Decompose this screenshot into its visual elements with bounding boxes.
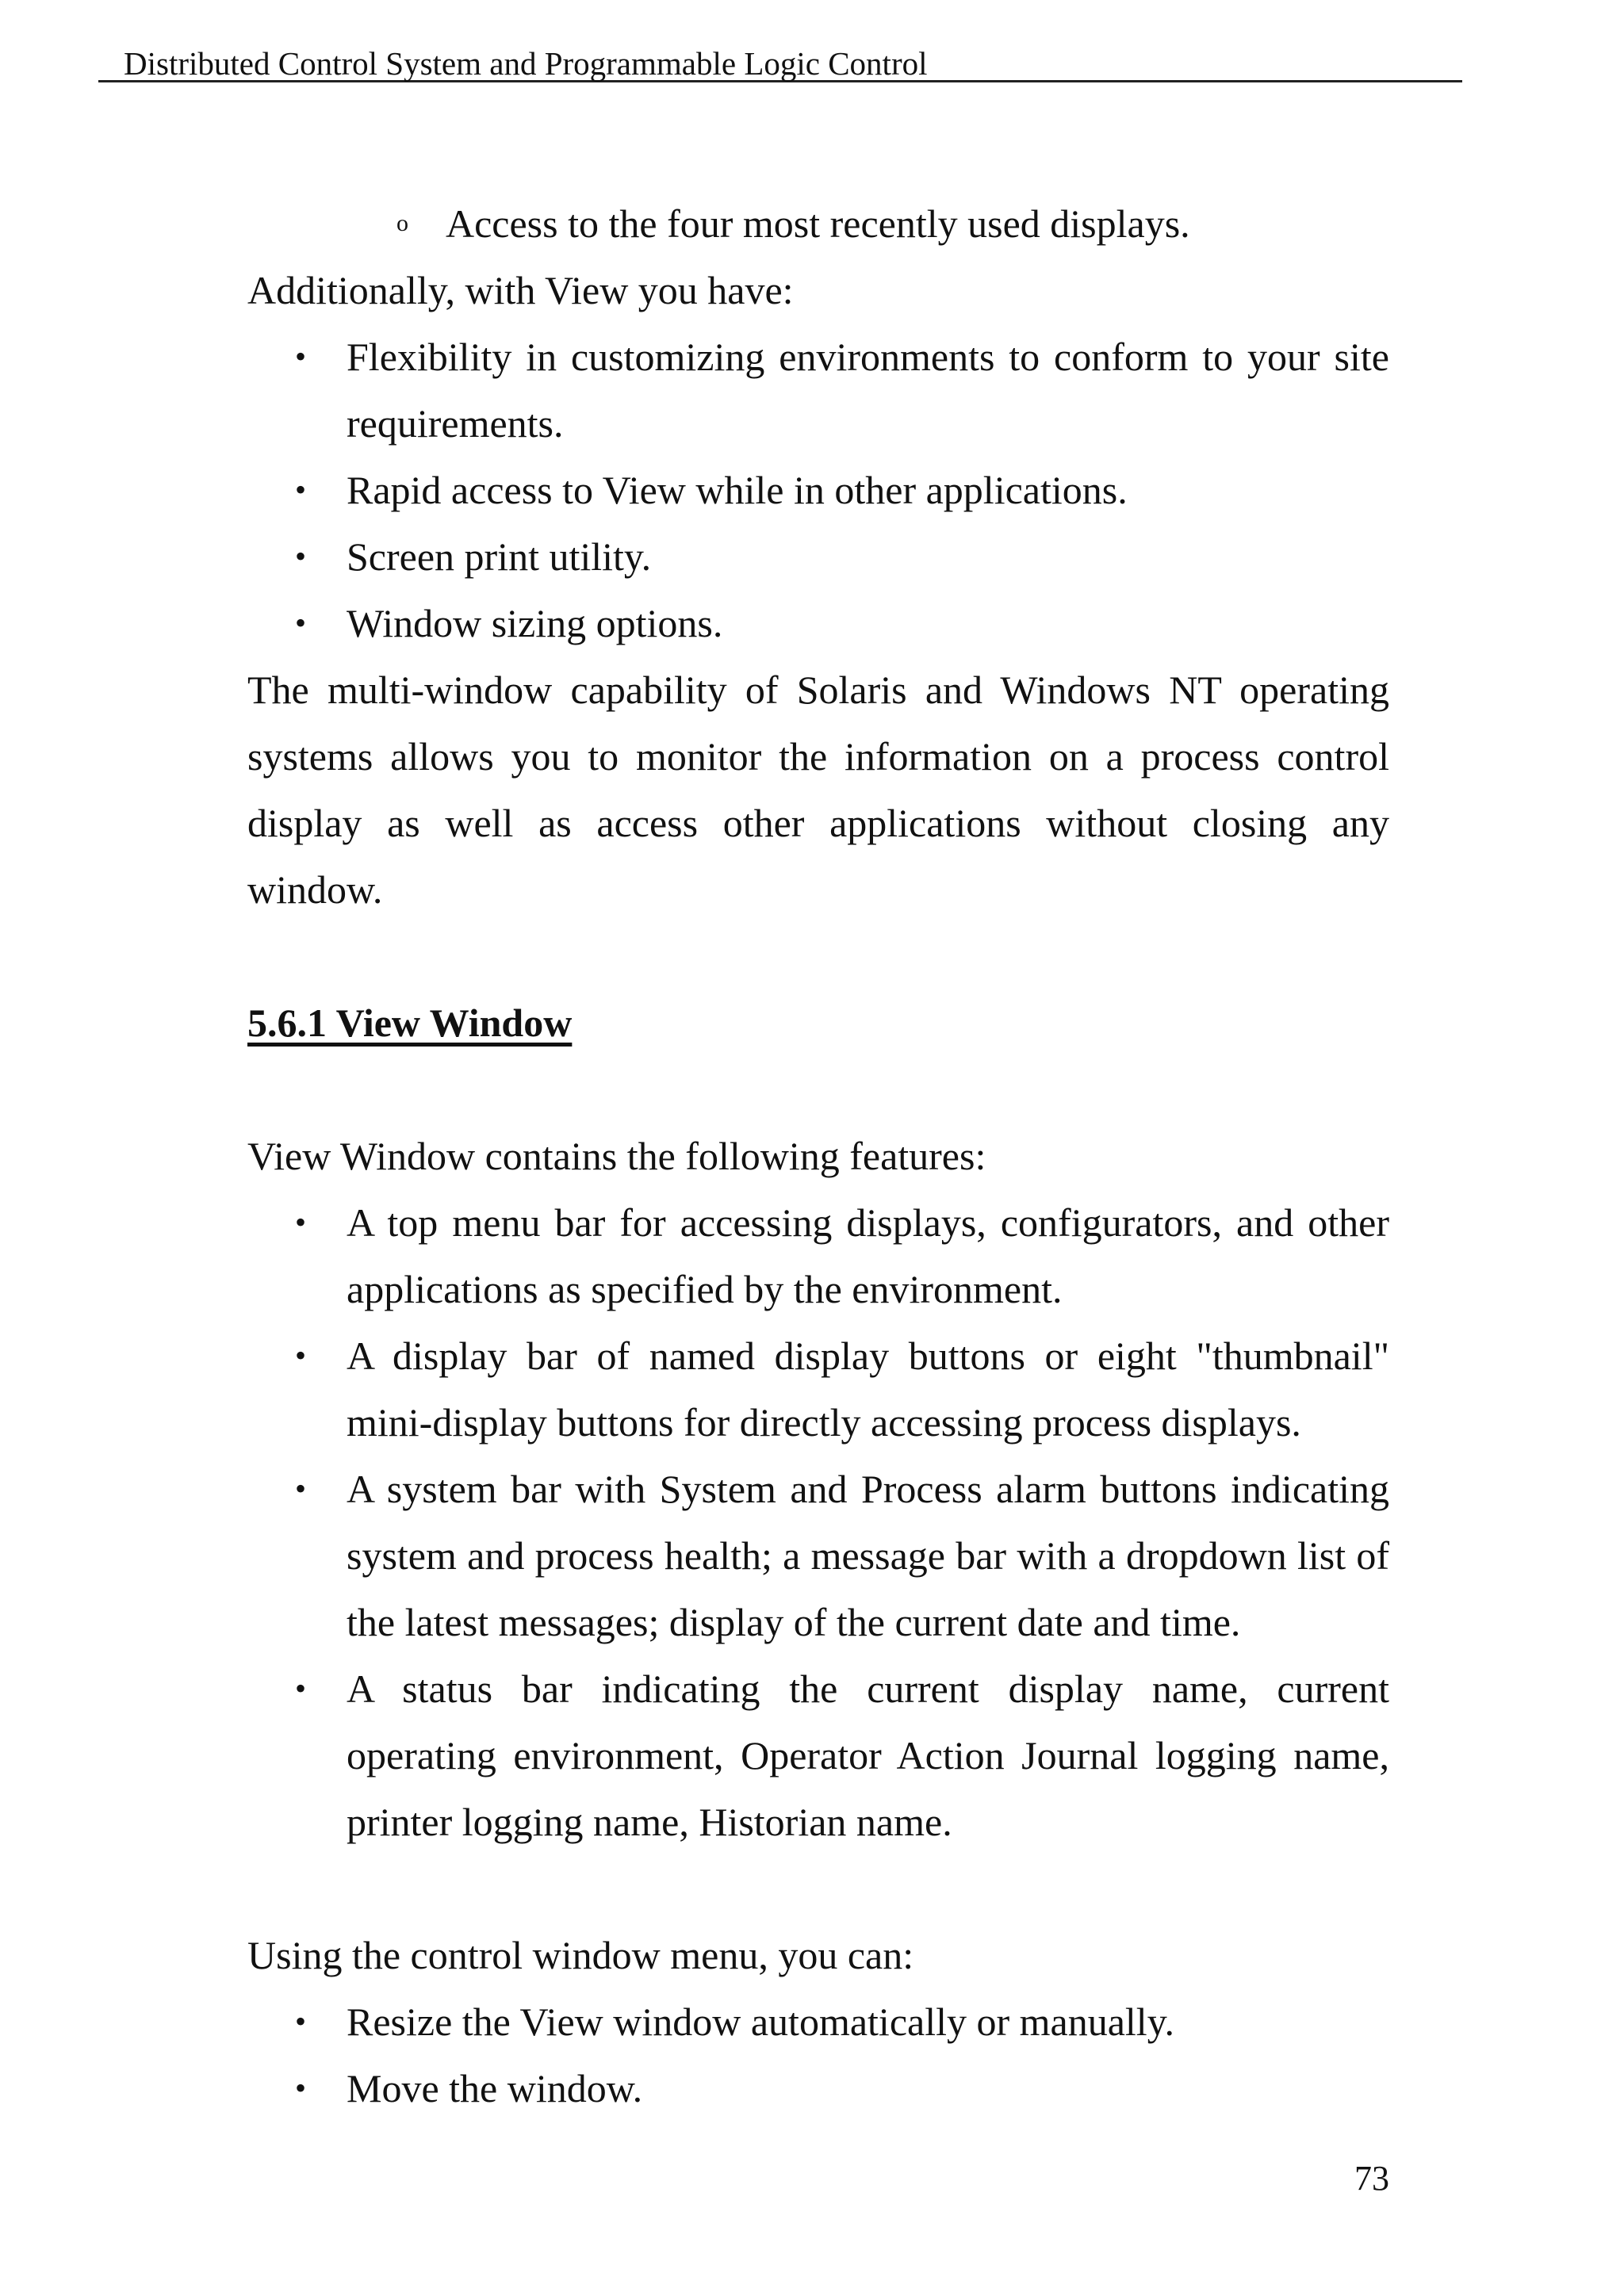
running-header bbox=[98, 44, 1462, 82]
additional-list bbox=[247, 323, 1389, 656]
sub-bullet-text: Access to the four most recently used displays. bbox=[446, 201, 1190, 246]
list-item-text: Resize the View window automatically or manually. bbox=[347, 1999, 1174, 2044]
bullet-icon: • bbox=[295, 538, 307, 574]
feature-list bbox=[247, 1189, 1389, 1855]
list-item-text: A status bar indicating the current display name, current operating environment, Operator Action Journal logging name, printer logging name, Historian name. bbox=[347, 1667, 1389, 1844]
additional-intro: Additionally, with View you have: bbox=[247, 268, 794, 312]
multiwindow-paragraph: The multi-window capability of Solaris and Windows NT operating systems allows you to monitor the information on a process control display as well as access other applications without closing any window. bbox=[247, 668, 1389, 912]
list-item-text: Flexibility in customizing environments to conform to your site requirements. bbox=[347, 335, 1389, 446]
bullet-icon: • bbox=[295, 1204, 307, 1240]
spacer bbox=[247, 923, 1389, 989]
list-item bbox=[247, 457, 1389, 523]
spacer bbox=[247, 1855, 1389, 1922]
section-intro: View Window contains the following features: bbox=[247, 1134, 986, 1178]
list-item bbox=[247, 1322, 1389, 1456]
section-heading: 5.6.1 View Window bbox=[247, 1001, 573, 1045]
bullet-icon: • bbox=[295, 339, 307, 374]
running-header-title: Distributed Control System and Programmable Logic Control bbox=[124, 45, 928, 82]
hollow-circle-bullet-icon: o bbox=[396, 210, 408, 236]
spacer bbox=[247, 1056, 1389, 1123]
list-item bbox=[247, 1189, 1389, 1322]
list-item-text: A display bar of named display buttons or eight "thumbnail" mini-display buttons for directly accessing process displays. bbox=[347, 1334, 1389, 1445]
bullet-icon: • bbox=[295, 1670, 307, 1706]
control-menu-intro: Using the control window menu, you can: bbox=[247, 1933, 914, 1977]
list-item bbox=[247, 523, 1389, 590]
list-item-text: Move the window. bbox=[347, 2066, 643, 2110]
bullet-icon: • bbox=[295, 1337, 307, 1373]
bullet-icon: • bbox=[295, 2003, 307, 2039]
bullet-icon: • bbox=[295, 472, 307, 507]
list-item bbox=[247, 323, 1389, 457]
list-item bbox=[247, 2055, 1389, 2122]
list-item bbox=[247, 1988, 1389, 2055]
control-menu-list bbox=[247, 1988, 1389, 2122]
bullet-icon: • bbox=[295, 605, 307, 641]
page-number: 73 bbox=[1354, 2159, 1389, 2198]
list-item-text: Rapid access to View while in other applications. bbox=[347, 468, 1128, 512]
list-item-text: Window sizing options. bbox=[347, 601, 723, 645]
list-item bbox=[247, 1456, 1389, 1655]
list-item-text: A system bar with System and Process alarm buttons indicating system and process health; a message bar with a dropdown list of the latest messages; display of the current date and time. bbox=[347, 1467, 1389, 1644]
list-item bbox=[247, 1655, 1389, 1855]
list-item bbox=[247, 590, 1389, 656]
page-body bbox=[247, 190, 1389, 2122]
list-item-text: Screen print utility. bbox=[347, 534, 652, 579]
bullet-icon: • bbox=[295, 1471, 307, 1506]
sub-bullet-item bbox=[247, 190, 1389, 257]
bullet-icon: • bbox=[295, 2070, 307, 2106]
list-item-text: A top menu bar for accessing displays, configurators, and other applications as specified by the environment. bbox=[347, 1200, 1389, 1311]
